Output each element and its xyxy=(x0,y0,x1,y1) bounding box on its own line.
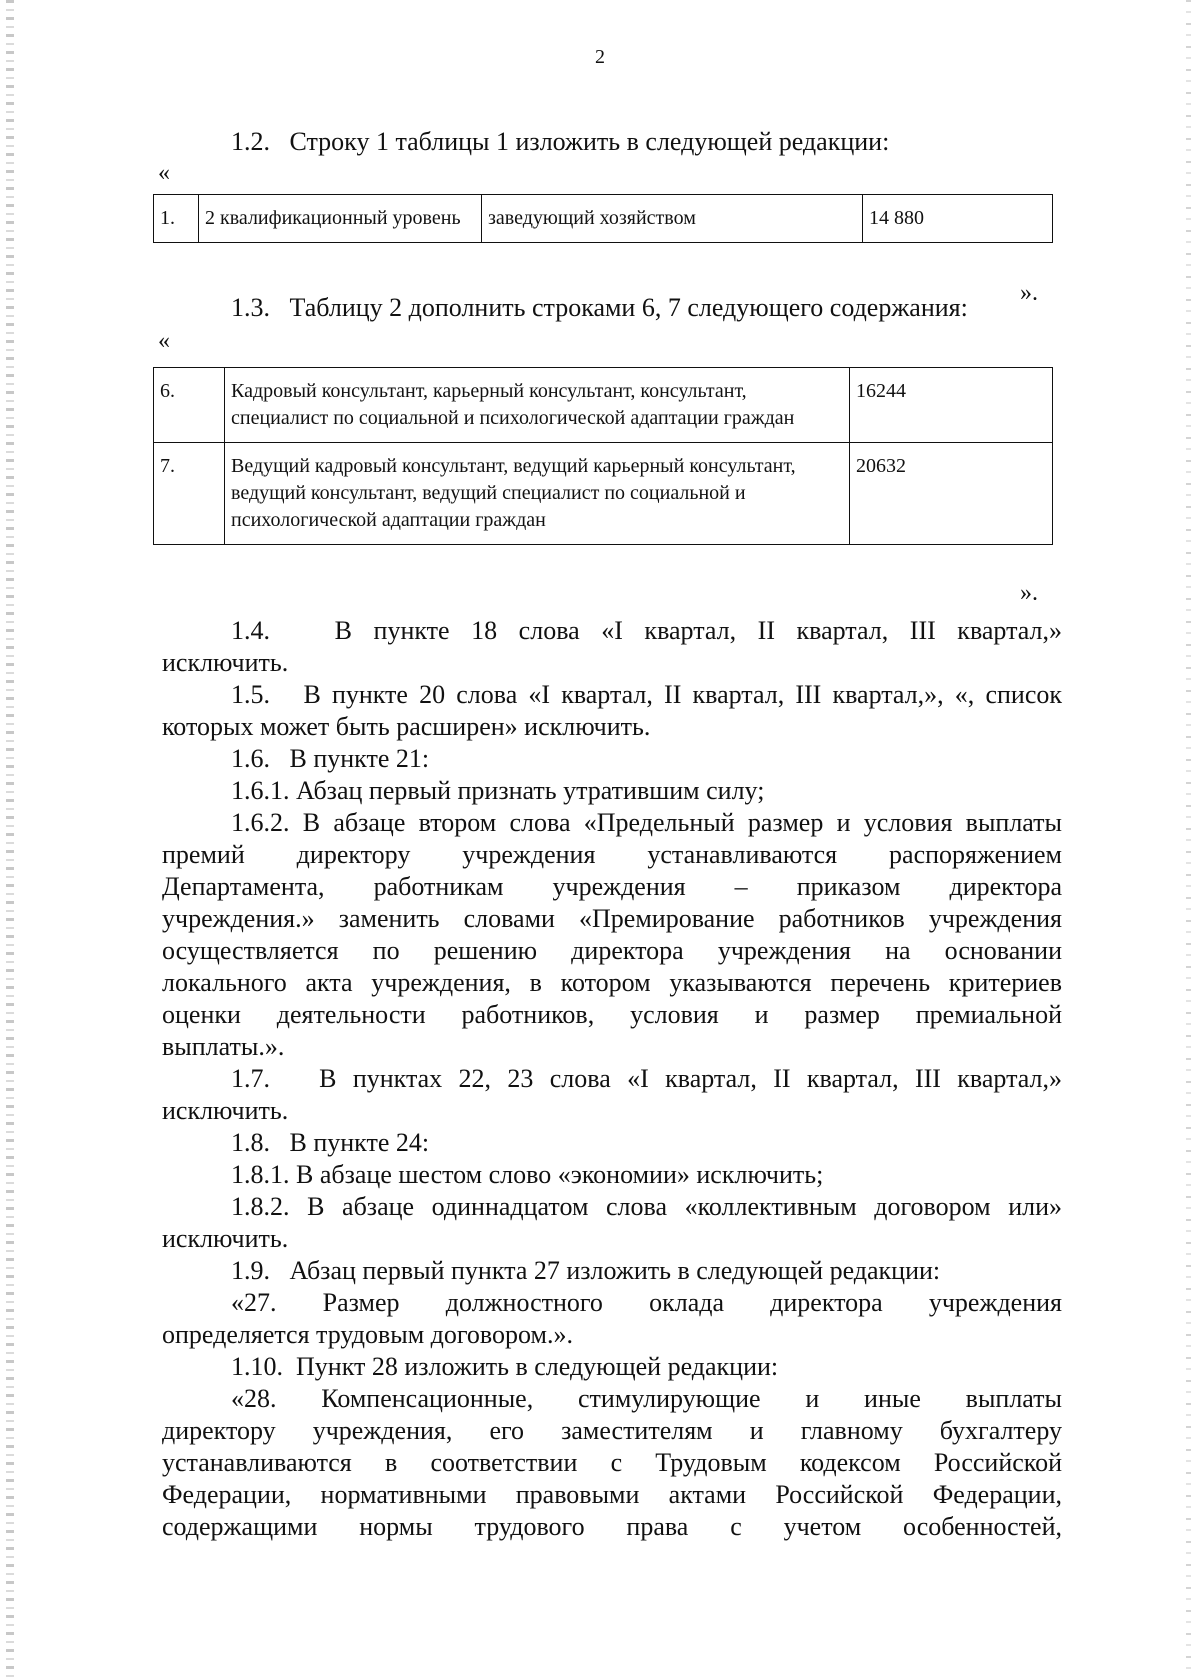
text-line: исключить. xyxy=(162,1224,289,1253)
item-1-2: 1.2. Строку 1 таблицы 1 изложить в следующей редакции: xyxy=(231,127,890,156)
text-line: Федерации, нормативными правовыми актами Российской Федерации, xyxy=(162,1480,1062,1509)
table2-salary: 16244 xyxy=(850,368,1053,443)
text-line: исключить. xyxy=(162,1096,289,1125)
text-line: 1.5. В пункте 20 слова «I квартал, II квартал, III квартал,», «, список xyxy=(231,680,1062,709)
quote-open-table2: « xyxy=(158,328,170,354)
table1-position: заведующий хозяйством xyxy=(482,195,863,243)
text-line: содержащими нормы трудового права с учетом особенностей, xyxy=(162,1512,1062,1541)
text-line: локального акта учреждения, в котором указываются перечень критериев xyxy=(162,968,1062,997)
text-line: 1.6.1. Абзац первый признать утратившим силу; xyxy=(231,776,765,805)
table2-row-number: 7. xyxy=(154,443,225,545)
page-number: 2 xyxy=(595,46,605,68)
table-row xyxy=(154,443,1053,545)
quote-open-table1: « xyxy=(158,160,170,186)
table-2-rows xyxy=(153,367,1053,545)
table-1-row xyxy=(153,194,1053,243)
text-line: Департамента, работникам учреждения – приказом директора xyxy=(162,872,1062,901)
text-line: учреждения.» заменить словами «Премирование работников учреждения xyxy=(162,904,1062,933)
text-line: 1.8.2. В абзаце одиннадцатом слова «коллективным договором или» xyxy=(231,1192,1062,1221)
table2-salary: 20632 xyxy=(850,443,1053,545)
table1-row-number: 1. xyxy=(154,195,199,243)
text-line: 1.7. В пунктах 22, 23 слова «I квартал, II квартал, III квартал,» xyxy=(231,1064,1062,1093)
text-line: премий директору учреждения устанавливаются распоряжением xyxy=(162,840,1062,869)
text-line: 1.8.1. В абзаце шестом слово «экономии» исключить; xyxy=(231,1160,824,1189)
text-line: директору учреждения, его заместителям и главному бухгалтеру xyxy=(162,1416,1062,1445)
scan-edge-right xyxy=(1186,0,1191,1678)
text-line: определяется трудовым договором.». xyxy=(162,1320,573,1349)
text-line: 1.10. Пункт 28 изложить в следующей редакции: xyxy=(231,1352,779,1381)
text-line: которых может быть расширен» исключить. xyxy=(162,712,651,741)
table1-qualification-level: 2 квалификационный уровень xyxy=(199,195,482,243)
text-line: 1.8. В пункте 24: xyxy=(231,1128,430,1157)
item-1-3: 1.3. Таблицу 2 дополнить строками 6, 7 следующего содержания: xyxy=(231,293,968,322)
text-line: «28. Компенсационные, стимулирующие и иные выплаты xyxy=(231,1384,1062,1413)
text-line: устанавливаются в соответствии с Трудовым кодексом Российской xyxy=(162,1448,1062,1477)
text-line: 1.6. В пункте 21: xyxy=(231,744,430,773)
table2-row-number: 6. xyxy=(154,368,225,443)
table2-position-list: Кадровый консультант, карьерный консультант, консультант, специалист по социальной и психологической адаптации граждан xyxy=(225,368,850,443)
text-line: 1.4. В пункте 18 слова «I квартал, II квартал, III квартал,» xyxy=(231,616,1062,645)
text-line: осуществляется по решению директора учреждения на основании xyxy=(162,936,1062,965)
table-row xyxy=(154,195,1053,243)
table-row xyxy=(154,368,1053,443)
text-line: 1.9. Абзац первый пункта 27 изложить в следующей редакции: xyxy=(231,1256,941,1285)
table2-position-list: Ведущий кадровый консультант, ведущий карьерный консультант, ведущий консультант, ведущий специалист по социальной и психологической адаптации граждан xyxy=(225,443,850,545)
text-line: исключить. xyxy=(162,648,289,677)
text-line: оценки деятельности работников, условия и размер премиальной xyxy=(162,1000,1062,1029)
quote-close-table1: ». xyxy=(1020,280,1038,306)
table1-salary: 14 880 xyxy=(863,195,1053,243)
text-line: выплаты.». xyxy=(162,1032,285,1061)
text-line: «27. Размер должностного оклада директора учреждения xyxy=(231,1288,1062,1317)
quote-close-table2: ». xyxy=(1020,580,1038,606)
text-line: 1.6.2. В абзаце втором слова «Предельный размер и условия выплаты xyxy=(231,808,1062,837)
scan-edge-left xyxy=(6,0,14,1678)
